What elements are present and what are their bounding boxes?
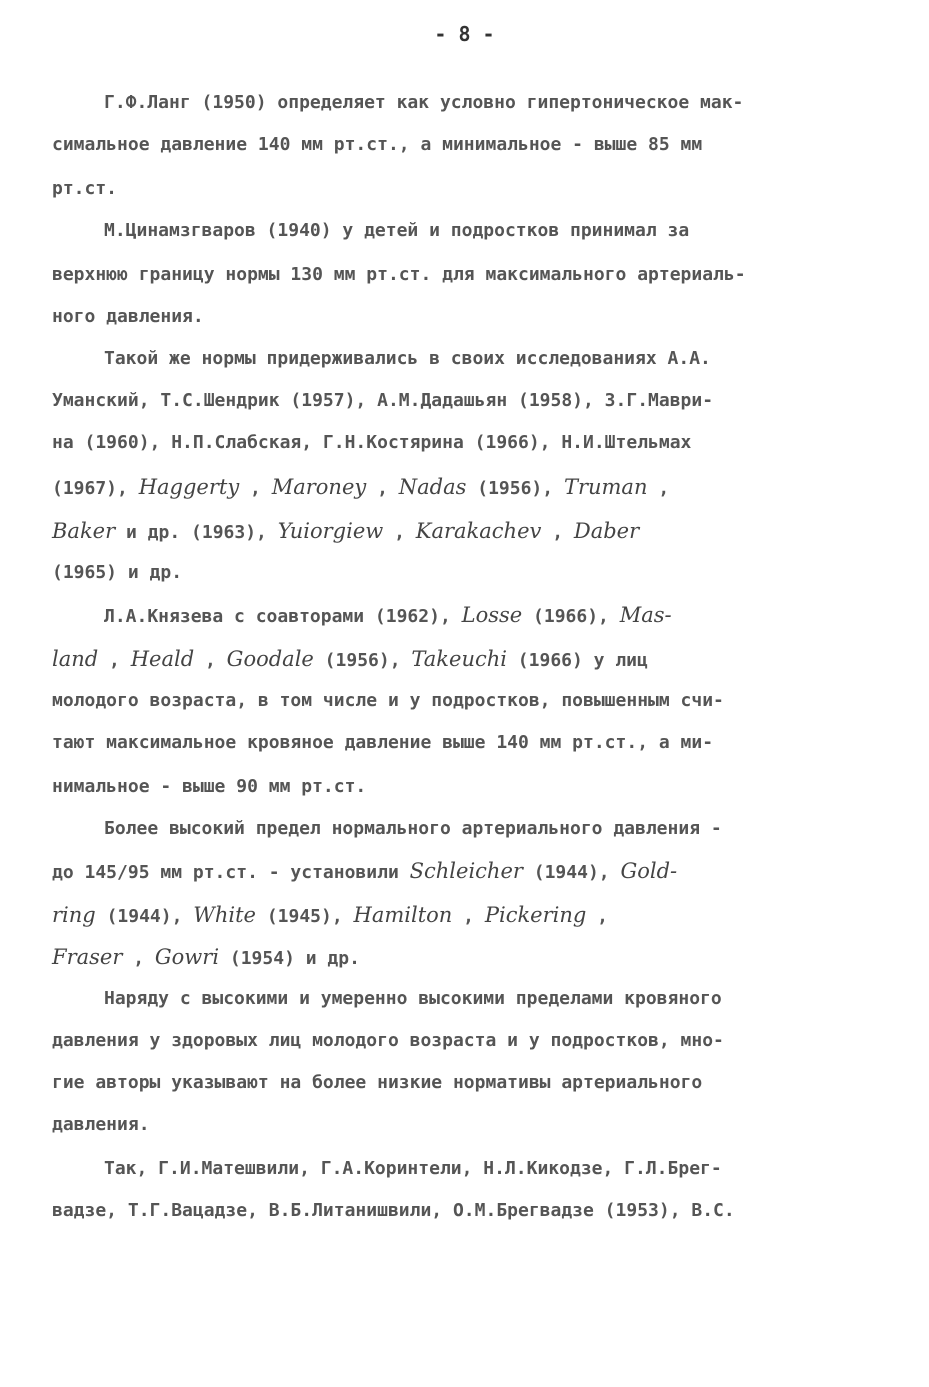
handwritten-name: Pickering — [484, 903, 587, 927]
typed-text: (1966), — [522, 606, 620, 627]
typed-text: тают максимальное кровяное давление выше 140 мм рт.ст., а ми- — [52, 732, 714, 753]
text-line — [52, 1070, 872, 1096]
handwritten-name: Mas- — [619, 603, 672, 627]
text-line — [52, 518, 872, 546]
handwritten-name: Maroney — [271, 475, 367, 499]
text-line — [52, 1112, 872, 1138]
handwritten-name: Fraser — [52, 945, 123, 969]
handwritten-name: Yuiorgiew — [277, 519, 384, 543]
typed-text: , — [239, 478, 272, 499]
typed-text: ного давления. — [52, 306, 204, 327]
text-line — [52, 262, 872, 288]
typed-text: рт.ст. — [52, 178, 118, 199]
typed-text: верхнюю границу нормы 130 мм рт.ст. для максимального артериаль- — [52, 264, 746, 285]
text-line — [52, 304, 872, 330]
typed-text: , — [98, 650, 131, 671]
typed-text: , — [586, 906, 609, 927]
typed-text: (1954) и др. — [219, 948, 360, 969]
text-line — [104, 346, 924, 372]
text-line — [52, 730, 872, 756]
typed-text: , — [122, 948, 155, 969]
typed-text: давления у здоровых лиц молодого возраста и у подростков, мно- — [52, 1030, 724, 1051]
handwritten-name: Daber — [573, 519, 640, 543]
text-line — [52, 388, 872, 414]
text-line — [104, 218, 924, 244]
typed-text: Такой же нормы придерживались в своих исследованиях А.А. — [104, 348, 711, 369]
text-line — [104, 1156, 924, 1182]
text-line — [52, 560, 872, 586]
typed-text: , — [366, 478, 399, 499]
text-line — [52, 132, 872, 158]
typed-text: , — [194, 650, 227, 671]
typed-text: (1944), — [95, 906, 194, 927]
handwritten-name: Truman — [563, 475, 648, 499]
typed-text: (1956), — [313, 650, 412, 671]
typed-text: давления. — [52, 1114, 150, 1135]
typed-text: нимальное - выше 90 мм рт.ст. — [52, 776, 367, 797]
text-line — [104, 90, 924, 116]
typed-text: Л.А.Князева с соавторами (1962), — [104, 606, 462, 627]
typed-text: (1967), — [52, 478, 139, 499]
text-line — [52, 1198, 872, 1224]
handwritten-name: Gold- — [620, 859, 678, 883]
typed-text: , — [383, 522, 416, 543]
handwritten-name: Hamilton — [353, 903, 453, 927]
typed-text: вадзе, Т.Г.Вацадзе, В.Б.Литанишвили, О.М.Брегвадзе (1953), В.С. — [52, 1200, 735, 1221]
typed-text: Наряду с высокими и умеренно высокими пределами кровяного — [104, 988, 722, 1009]
text-line — [52, 858, 872, 886]
text-line — [52, 902, 872, 930]
handwritten-name: White — [193, 903, 256, 927]
typed-text: Более высокий предел нормального артериального давления - — [104, 818, 722, 839]
handwritten-name: ring — [52, 903, 96, 927]
handwritten-name: Losse — [461, 603, 523, 627]
typed-text: на (1960), Н.П.Слабская, Г.Н.Костярина (1966), Н.И.Штельмах — [52, 432, 692, 453]
text-line — [52, 944, 872, 972]
typed-text: до 145/95 мм рт.ст. - установили — [52, 862, 410, 883]
typed-text: М.Цинамзгваров (1940) у детей и подростков принимал за — [104, 220, 690, 241]
text-line — [104, 816, 924, 842]
typed-text: (1956), — [466, 478, 564, 499]
text-line — [52, 474, 872, 502]
typed-text: (1966) у лиц — [506, 650, 648, 671]
typed-text: Уманский, Т.С.Шендрик (1957), А.М.Дадашьян (1958), З.Г.Маври- — [52, 390, 714, 411]
handwritten-name: Haggerty — [138, 475, 240, 499]
typed-text: (1944), — [522, 862, 621, 883]
typed-text: Так, Г.И.Матешвили, Г.А.Коринтели, Н.Л.Кикодзе, Г.Л.Брег- — [104, 1158, 722, 1179]
page-number: - 8 - — [434, 22, 495, 46]
handwritten-name: Heald — [130, 647, 195, 671]
text-line — [52, 176, 872, 202]
typed-text: симальное давление 140 мм рт.ст., а минимальное - выше 85 мм — [52, 134, 703, 155]
handwritten-name: Karakachev — [415, 519, 542, 543]
text-line — [104, 602, 924, 630]
typed-text: (1965) и др. — [52, 562, 183, 583]
handwritten-name: Gowri — [154, 945, 220, 969]
text-line — [52, 1028, 872, 1054]
handwritten-name: Schleicher — [409, 859, 523, 883]
text-line — [52, 774, 872, 800]
text-line — [52, 646, 872, 674]
text-line — [104, 986, 924, 1012]
typed-text: и др. (1963), — [115, 522, 278, 543]
handwritten-name: Baker — [52, 519, 116, 543]
typed-text: , — [452, 906, 485, 927]
typed-text: молодого возраста, в том числе и у подростков, повышенным счи- — [52, 690, 724, 711]
handwritten-name: Goodale — [226, 647, 314, 671]
typed-text: (1945), — [255, 906, 354, 927]
text-line — [52, 688, 872, 714]
typed-text: Г.Ф.Ланг (1950) определяет как условно гипертоническое мак- — [104, 92, 744, 113]
handwritten-name: Nadas — [398, 475, 467, 499]
text-line — [52, 430, 872, 456]
typed-text: , — [541, 522, 574, 543]
handwritten-name: land — [52, 647, 99, 671]
typed-text: гие авторы указывают на более низкие нормативы артериального — [52, 1072, 703, 1093]
typed-text: , — [647, 478, 670, 499]
handwritten-name: Takeuchi — [411, 647, 507, 671]
